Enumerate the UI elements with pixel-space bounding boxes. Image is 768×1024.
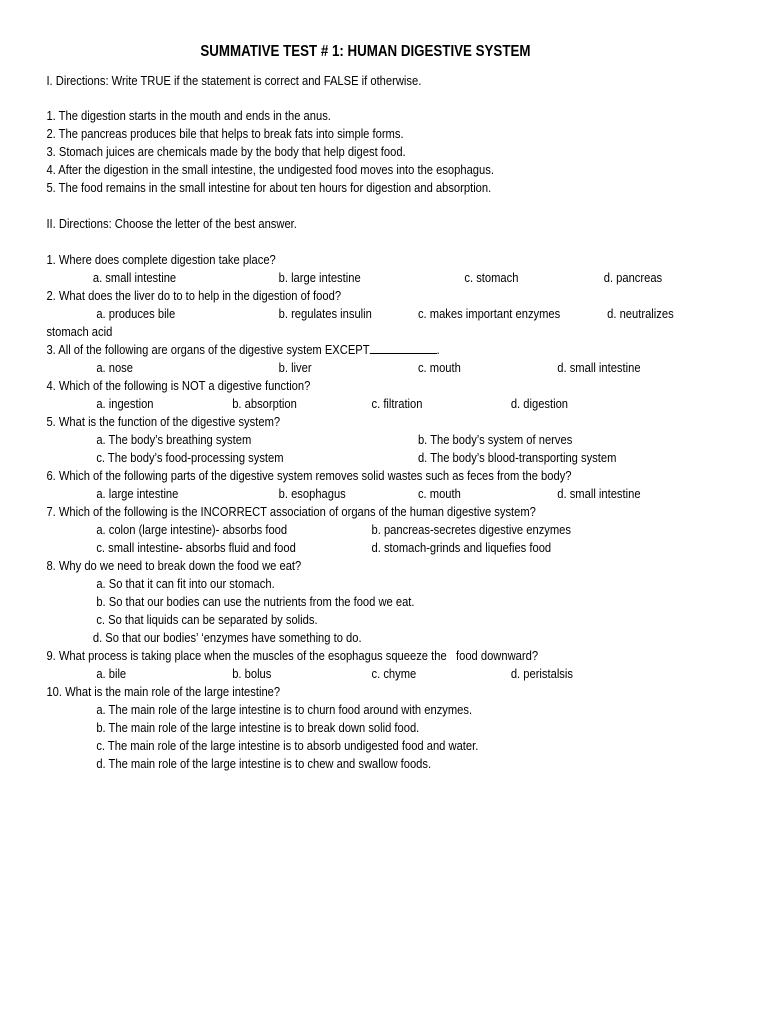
tf-item: 2. The pancreas produces bile that helps to break fats into simple forms. bbox=[46, 126, 404, 141]
answer-blank bbox=[370, 341, 437, 354]
question bbox=[46, 341, 439, 359]
question: 6. Which of the following parts of the digestive system removes solid wastes such as feces from the body? bbox=[46, 468, 572, 483]
choice: d. The body’s blood-transporting system bbox=[417, 450, 617, 465]
choice: d. pancreas bbox=[603, 270, 663, 285]
choice: d. stomach-grinds and liquefies food bbox=[371, 540, 552, 555]
choice: d. So that our bodies’ ‘enzymes have something to do. bbox=[92, 630, 362, 645]
part1-directions: I. Directions: Write TRUE if the statement is correct and FALSE if otherwise. bbox=[46, 73, 422, 88]
question: 8. Why do we need to break down the food we eat? bbox=[46, 558, 302, 573]
question: 4. Which of the following is NOT a digestive function? bbox=[46, 378, 311, 393]
choice: b. bolus bbox=[232, 666, 272, 681]
page-title: SUMMATIVE TEST # 1: HUMAN DIGESTIVE SYSTEM bbox=[200, 43, 531, 60]
choice: d. small intestine bbox=[557, 360, 641, 375]
question: 5. What is the function of the digestive system? bbox=[46, 414, 281, 429]
question: 10. What is the main role of the large intestine? bbox=[46, 684, 281, 699]
choice: b. absorption bbox=[232, 396, 297, 411]
question: 2. What does the liver do to to help in the digestion of food? bbox=[46, 288, 342, 303]
choice: b. large intestine bbox=[278, 270, 361, 285]
choice: c. mouth bbox=[417, 486, 461, 501]
choice: a. produces bile bbox=[96, 306, 176, 321]
tf-item: 1. The digestion starts in the mouth and ends in the anus. bbox=[46, 108, 331, 123]
question-end: . bbox=[436, 342, 440, 357]
question: 9. What process is taking place when the muscles of the esophagus squeeze the food downward? bbox=[46, 648, 539, 663]
choice: c. makes important enzymes bbox=[417, 306, 561, 321]
choice: a. nose bbox=[96, 360, 134, 375]
choice: a. colon (large intestine)- absorbs food bbox=[96, 522, 288, 537]
choice: d. digestion bbox=[510, 396, 569, 411]
choice: a. So that it can fit into our stomach. bbox=[96, 576, 275, 591]
tf-item: 4. After the digestion in the small intestine, the undigested food moves into the esophagus. bbox=[46, 162, 494, 177]
choice: a. The main role of the large intestine is to churn food around with enzymes. bbox=[96, 702, 473, 717]
choice: b. liver bbox=[278, 360, 312, 375]
choice: d. small intestine bbox=[557, 486, 641, 501]
choice: b. So that our bodies can use the nutrients from the food we eat. bbox=[96, 594, 415, 609]
choice: c. The main role of the large intestine is to absorb undigested food and water. bbox=[96, 738, 479, 753]
choice: b. regulates insulin bbox=[278, 306, 372, 321]
choice: d. neutralizes bbox=[607, 306, 674, 321]
tf-item: 3. Stomach juices are chemicals made by the body that help digest food. bbox=[46, 144, 406, 159]
question-text: 3. All of the following are organs of the digestive system EXCEPT bbox=[46, 342, 370, 357]
choice: c. So that liquids can be separated by solids. bbox=[96, 612, 318, 627]
choice: b. esophagus bbox=[278, 486, 346, 501]
question: 7. Which of the following is the INCORRECT association of organs of the human digestive system? bbox=[46, 504, 536, 519]
question: 1. Where does complete digestion take place? bbox=[46, 252, 276, 267]
choice: c. small intestine- absorbs fluid and food bbox=[96, 540, 296, 555]
choice: c. The body’s food-processing system bbox=[96, 450, 284, 465]
choice: c. filtration bbox=[371, 396, 423, 411]
choice: b. The main role of the large intestine is to break down solid food. bbox=[96, 720, 420, 735]
choice: a. ingestion bbox=[96, 396, 154, 411]
choice: b. pancreas-secretes digestive enzymes bbox=[371, 522, 571, 537]
choice: c. stomach bbox=[464, 270, 519, 285]
choice: a. bile bbox=[96, 666, 127, 681]
choice: c. chyme bbox=[371, 666, 417, 681]
choice: c. mouth bbox=[417, 360, 461, 375]
choice: d. peristalsis bbox=[510, 666, 573, 681]
choice: a. The body’s breathing system bbox=[96, 432, 252, 447]
choice-wrap: stomach acid bbox=[46, 324, 113, 339]
tf-item: 5. The food remains in the small intestine for about ten hours for digestion and absorption. bbox=[46, 180, 492, 195]
choice: a. small intestine bbox=[92, 270, 177, 285]
choice: d. The main role of the large intestine is to chew and swallow foods. bbox=[96, 756, 432, 771]
choice: b. The body’s system of nerves bbox=[417, 432, 573, 447]
choice: a. large intestine bbox=[96, 486, 179, 501]
part2-directions: II. Directions: Choose the letter of the best answer. bbox=[46, 216, 297, 231]
